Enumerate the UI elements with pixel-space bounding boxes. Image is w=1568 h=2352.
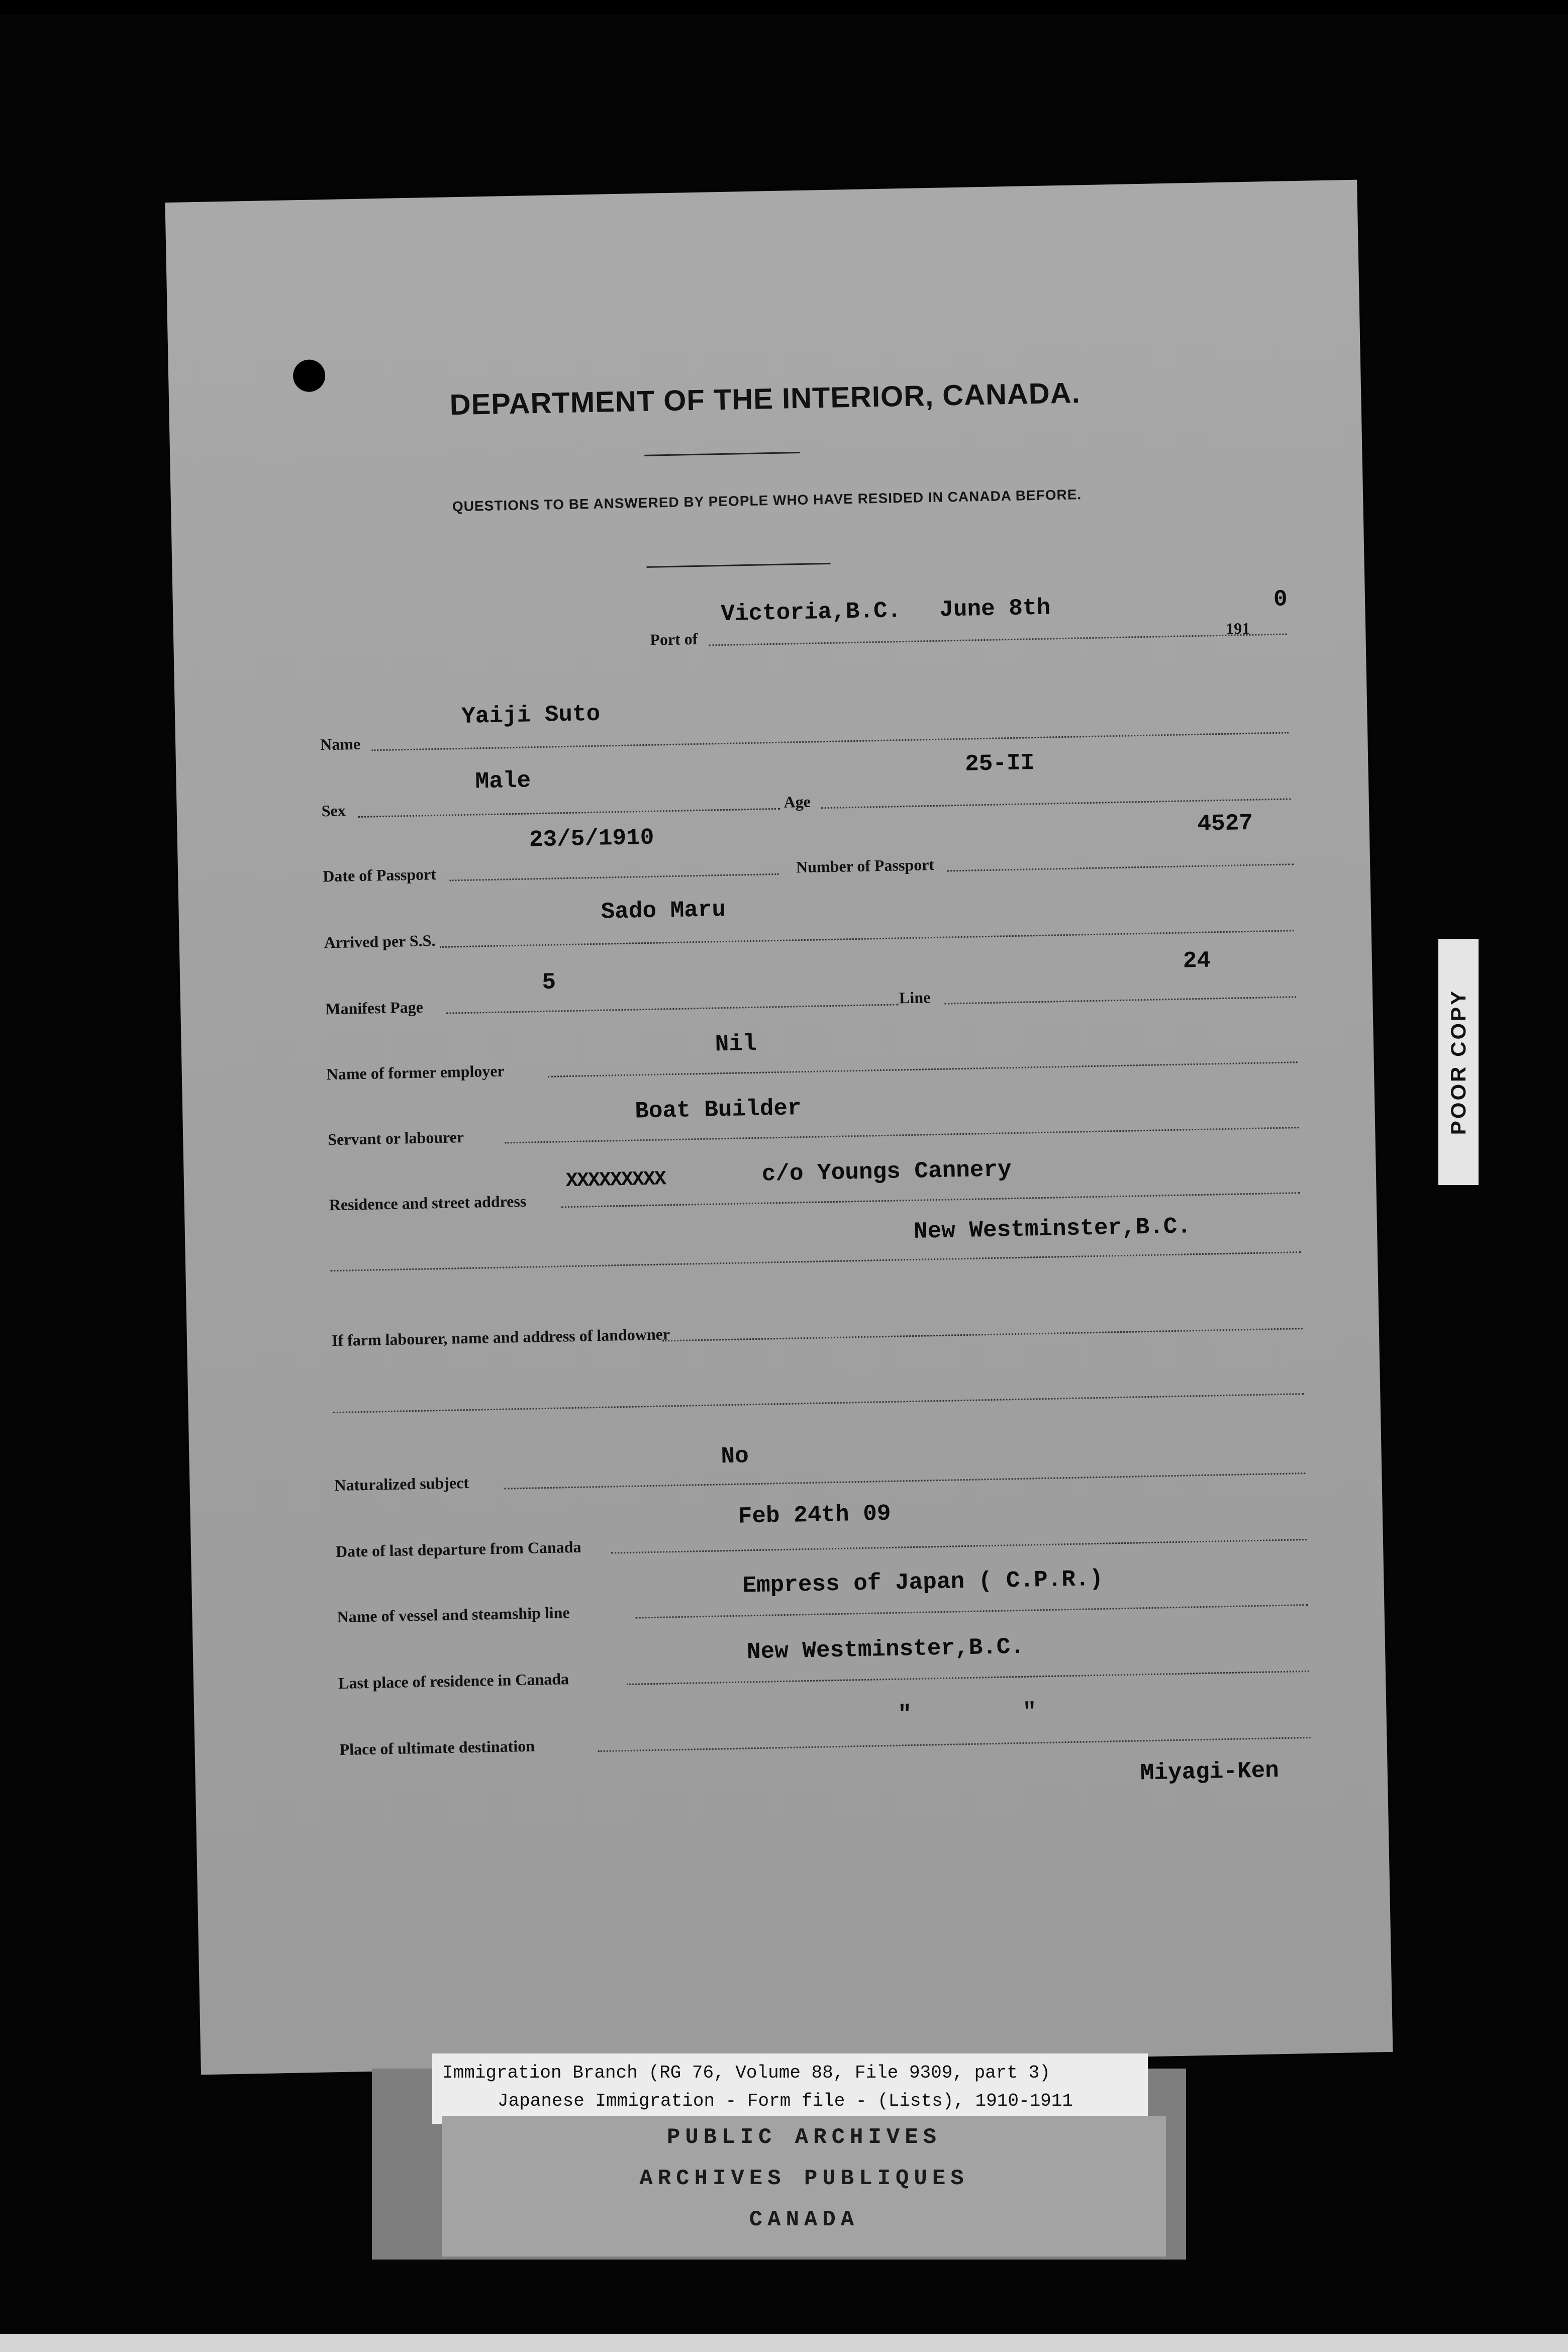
line-label: Line bbox=[899, 988, 931, 1007]
servant-label: Servant or labourer bbox=[327, 1128, 464, 1149]
farm-label: If farm labourer, name and address of landowner bbox=[331, 1325, 670, 1350]
year-suffix-value: 0 bbox=[1273, 586, 1288, 613]
employer-line bbox=[548, 1061, 1298, 1077]
farm-line bbox=[662, 1328, 1303, 1341]
name-line bbox=[371, 732, 1289, 751]
poor-copy-label bbox=[1438, 939, 1479, 1185]
employer-label: Name of former employer bbox=[326, 1061, 505, 1084]
port-value: Victoria,B.C. bbox=[720, 598, 902, 628]
age-line bbox=[821, 798, 1291, 809]
arrived-line bbox=[440, 930, 1294, 948]
sex-label: Sex bbox=[321, 801, 346, 820]
departure-line bbox=[611, 1539, 1307, 1554]
arrived-value: Sado Maru bbox=[601, 896, 726, 925]
arrival-date-value: June 8th bbox=[939, 595, 1051, 623]
last-residence-label: Last place of residence in Canada bbox=[338, 1670, 569, 1693]
destination-label: Place of ultimate destination bbox=[339, 1736, 535, 1759]
naturalized-line bbox=[505, 1473, 1306, 1490]
sex-value: Male bbox=[475, 767, 531, 795]
stamp-line-1: PUBLIC ARCHIVES bbox=[666, 2125, 942, 2150]
destination-line bbox=[598, 1737, 1311, 1752]
passport-date-line bbox=[449, 873, 778, 881]
passport-number-label: Number of Passport bbox=[796, 855, 935, 876]
residence-label: Residence and street address bbox=[329, 1192, 527, 1214]
sex-line bbox=[358, 808, 780, 818]
caption-line-1: Immigration Branch (RG 76, Volume 88, File 9309, part 3) bbox=[442, 2063, 1050, 2083]
naturalized-value: No bbox=[721, 1443, 749, 1470]
stamp-line-2: ARCHIVES PUBLIQUES bbox=[639, 2166, 969, 2191]
manifest-label: Manifest Page bbox=[325, 998, 424, 1018]
residence-line bbox=[561, 1192, 1300, 1208]
public-archives-stamp bbox=[442, 2116, 1166, 2257]
vessel-label: Name of vessel and steamship line bbox=[337, 1603, 570, 1626]
film-edge-bottom bbox=[0, 2334, 1568, 2352]
line-line bbox=[944, 996, 1296, 1004]
vessel-value: Empress of Japan ( C.P.R.) bbox=[742, 1565, 1104, 1599]
reference-caption-card bbox=[432, 2053, 1148, 2124]
film-edge-top bbox=[0, 0, 1568, 15]
departure-label: Date of last departure from Canada bbox=[335, 1537, 581, 1561]
last-residence-value: New Westminster,B.C. bbox=[746, 1633, 1025, 1665]
subtitle-rule bbox=[647, 563, 831, 568]
servant-value: Boat Builder bbox=[634, 1095, 802, 1125]
age-label: Age bbox=[783, 792, 811, 811]
naturalized-label: Naturalized subject bbox=[334, 1473, 469, 1495]
residence-value-1: c/o Youngs Cannery bbox=[761, 1156, 1012, 1188]
department-title: DEPARTMENT OF THE INTERIOR, CANADA. bbox=[449, 376, 1081, 422]
arrived-label: Arrived per S.S. bbox=[324, 931, 436, 952]
farm-line-2 bbox=[333, 1393, 1304, 1413]
last-residence-line bbox=[627, 1671, 1309, 1685]
servant-line bbox=[505, 1127, 1299, 1143]
punch-hole bbox=[293, 359, 326, 392]
stamp-line-3: CANADA bbox=[749, 2207, 859, 2232]
immigration-form bbox=[165, 180, 1393, 2075]
caption-line-2: Japanese Immigration - Form file - (Lists), 1910-1911 bbox=[498, 2091, 1073, 2111]
manifest-line bbox=[446, 1004, 898, 1014]
origin-value: Miyagi-Ken bbox=[1140, 1757, 1280, 1787]
line-value: 24 bbox=[1183, 947, 1211, 974]
vessel-line bbox=[636, 1604, 1308, 1619]
passport-number-line bbox=[947, 863, 1294, 871]
passport-date-value: 23/5/1910 bbox=[529, 824, 654, 853]
form-subtitle: QUESTIONS TO BE ANSWERED BY PEOPLE WHO HAVE RESIDED IN CANADA BEFORE. bbox=[452, 486, 1082, 515]
name-value: Yaiji Suto bbox=[461, 701, 601, 730]
passport-number-value: 4527 bbox=[1197, 810, 1253, 837]
port-line bbox=[709, 633, 1287, 646]
employer-value: Nil bbox=[715, 1030, 757, 1058]
year-prefix: 191 bbox=[1225, 619, 1250, 638]
residence-value-2: New Westminster,B.C. bbox=[913, 1213, 1192, 1245]
residence-line-2 bbox=[330, 1251, 1301, 1271]
age-value: 25-II bbox=[964, 750, 1035, 777]
passport-date-label: Date of Passport bbox=[322, 865, 437, 886]
departure-value: Feb 24th 09 bbox=[738, 1500, 891, 1530]
title-rule bbox=[644, 452, 800, 456]
name-label: Name bbox=[320, 734, 361, 754]
poor-copy-text: POOR COPY bbox=[1446, 989, 1470, 1135]
residence-struck-value: XXXXXXXXX bbox=[565, 1168, 666, 1193]
destination-value: " " bbox=[897, 1699, 1037, 1728]
manifest-value: 5 bbox=[541, 969, 556, 996]
port-label: Port of bbox=[649, 629, 698, 649]
